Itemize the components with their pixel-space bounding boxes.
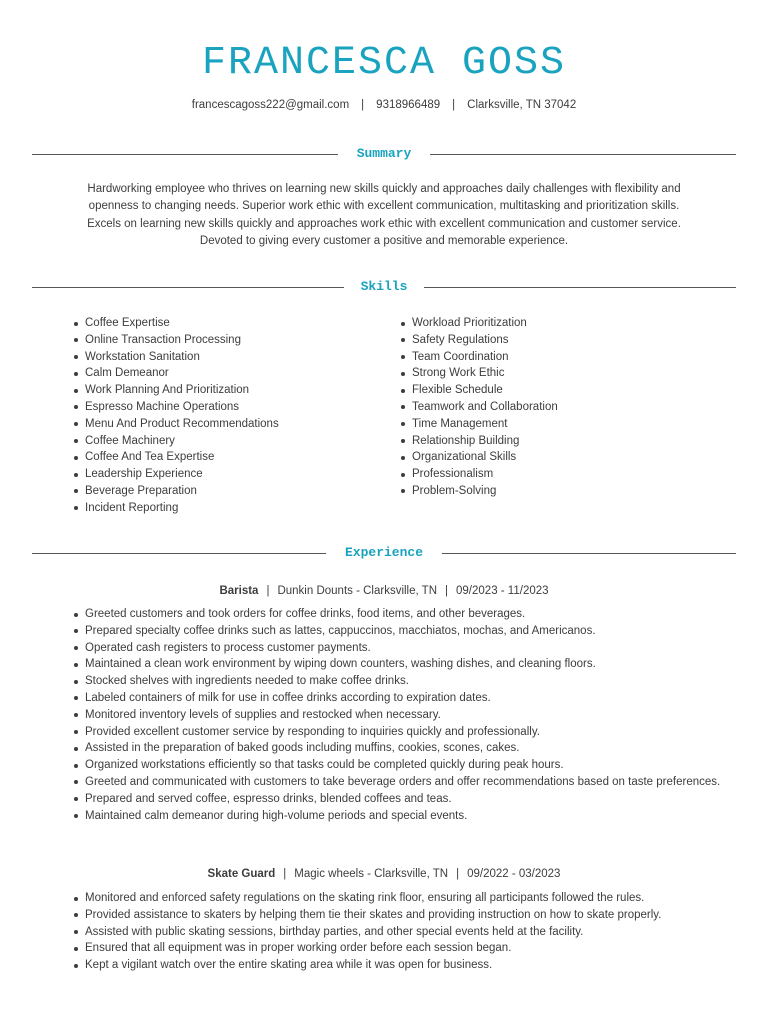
job-bullet: Maintained a clean work environment by wiping down counters, washing dishes, and cleaning floors. <box>74 656 724 673</box>
skill-item: Team Coordination <box>401 349 711 366</box>
separator: | <box>266 585 270 597</box>
job-company: Dunkin Dounts - Clarksville, TN <box>277 585 438 597</box>
skill-item: Incident Reporting <box>74 500 384 517</box>
job-bullet: Organized workstations efficiently so that tasks could be completed quickly during peak hours. <box>74 757 724 774</box>
job-dates: 09/2023 - 11/2023 <box>456 585 549 597</box>
job-bullet: Provided excellent customer service by responding to inquiries quickly and professionally. <box>74 724 724 741</box>
job-bullet: Prepared specialty coffee drinks such as lattes, cappuccinos, macchiatos, mochas, and Americanos. <box>74 623 724 640</box>
skill-item: Coffee Machinery <box>74 433 384 450</box>
separator: | <box>452 99 456 111</box>
job-bullet: Greeted and communicated with customers to take beverage orders and offer recommendations based on taste preferences. <box>74 774 724 791</box>
experience-title: Experience <box>344 545 423 560</box>
skill-item: Flexible Schedule <box>401 382 711 399</box>
summary-line: openness to changing needs. Superior work ethic with excellent communication, multitasking and prioritization skills. <box>88 200 680 213</box>
email: francescagoss222@gmail.com <box>191 99 350 111</box>
job-bullet: Prepared and served coffee, espresso drinks, blended coffees and teas. <box>74 791 724 808</box>
skill-item: Work Planning And Prioritization <box>74 382 384 399</box>
job-bullets <box>74 606 724 824</box>
skill-item: Professionalism <box>401 466 711 483</box>
skill-item: Calm Demeanor <box>74 365 384 382</box>
skill-item: Relationship Building <box>401 433 711 450</box>
job-bullet: Greeted customers and took orders for coffee drinks, food items, and other beverages. <box>74 606 724 623</box>
job-header <box>0 585 768 597</box>
summary-line: Hardworking employee who thrives on learning new skills quickly and approaches daily challenges with flexibility and <box>87 183 681 195</box>
location: Clarksville, TN 37042 <box>467 99 577 111</box>
summary-line: Excels on learning new skills quickly and approaches work ethic with excellent communication and customer service. <box>87 217 681 230</box>
contact-line <box>0 99 768 111</box>
job-bullet: Labeled containers of milk for use in coffee drinks according to expiration dates. <box>74 690 724 707</box>
job-role: Barista <box>219 585 259 597</box>
job-bullet: Operated cash registers to process customer payments. <box>74 640 724 657</box>
separator: | <box>361 99 365 111</box>
skill-item: Workstation Sanitation <box>74 349 384 366</box>
skill-item: Beverage Preparation <box>74 483 384 500</box>
skill-item: Workload Prioritization <box>401 315 711 332</box>
skill-item: Strong Work Ethic <box>401 365 711 382</box>
skill-item: Coffee And Tea Expertise <box>74 449 384 466</box>
job-bullet: Kept a vigilant watch over the entire skating area while it was open for business. <box>74 957 724 974</box>
summary-text <box>60 181 708 250</box>
job-bullet: Provided assistance to skaters by helping them tie their skates and providing instruction on how to skate properly. <box>74 907 724 924</box>
job-bullets <box>74 890 724 974</box>
job-bullet: Assisted with public skating sessions, birthday parties, and other special events held at the facility. <box>74 924 724 941</box>
phone: 9318966489 <box>376 99 441 111</box>
skill-item: Safety Regulations <box>401 332 711 349</box>
job-bullet: Ensured that all equipment was in proper working order before each session began. <box>74 940 724 957</box>
skills-list-right <box>401 315 711 500</box>
skill-item: Leadership Experience <box>74 466 384 483</box>
job-bullet: Assisted in the preparation of baked goods including muffins, cookies, scones, cakes. <box>74 740 724 757</box>
job-header <box>0 868 768 880</box>
summary-line: Devoted to giving every customer a positive and memorable experience. <box>199 234 569 247</box>
skill-item: Time Management <box>401 416 711 433</box>
skill-item: Teamwork and Collaboration <box>401 399 711 416</box>
skills-heading <box>32 279 736 295</box>
separator: | <box>456 868 460 880</box>
job-role: Skate Guard <box>207 868 276 880</box>
skill-item: Espresso Machine Operations <box>74 399 384 416</box>
separator: | <box>283 868 287 880</box>
skills-list-left <box>74 315 384 517</box>
skill-item: Menu And Product Recommendations <box>74 416 384 433</box>
skill-item: Coffee Expertise <box>74 315 384 332</box>
job-bullet: Maintained calm demeanor during high-volume periods and special events. <box>74 808 724 825</box>
candidate-name: FRANCESCA GOSS <box>201 41 567 86</box>
job-bullet: Stocked shelves with ingredients needed to make coffee drinks. <box>74 673 724 690</box>
job-dates: 09/2022 - 03/2023 <box>467 868 561 880</box>
separator: | <box>445 585 449 597</box>
job-bullet: Monitored and enforced safety regulations on the skating rink floor, ensuring all participants followed the rules. <box>74 890 724 907</box>
skill-item: Problem-Solving <box>401 483 711 500</box>
skills-title: Skills <box>360 279 408 294</box>
summary-title: Summary <box>356 146 412 161</box>
job-company: Magic wheels - Clarksville, TN <box>294 868 449 880</box>
skill-item: Online Transaction Processing <box>74 332 384 349</box>
job-bullet: Monitored inventory levels of supplies and restocked when necessary. <box>74 707 724 724</box>
skill-item: Organizational Skills <box>401 449 711 466</box>
experience-heading <box>32 545 736 561</box>
summary-heading <box>32 146 736 162</box>
